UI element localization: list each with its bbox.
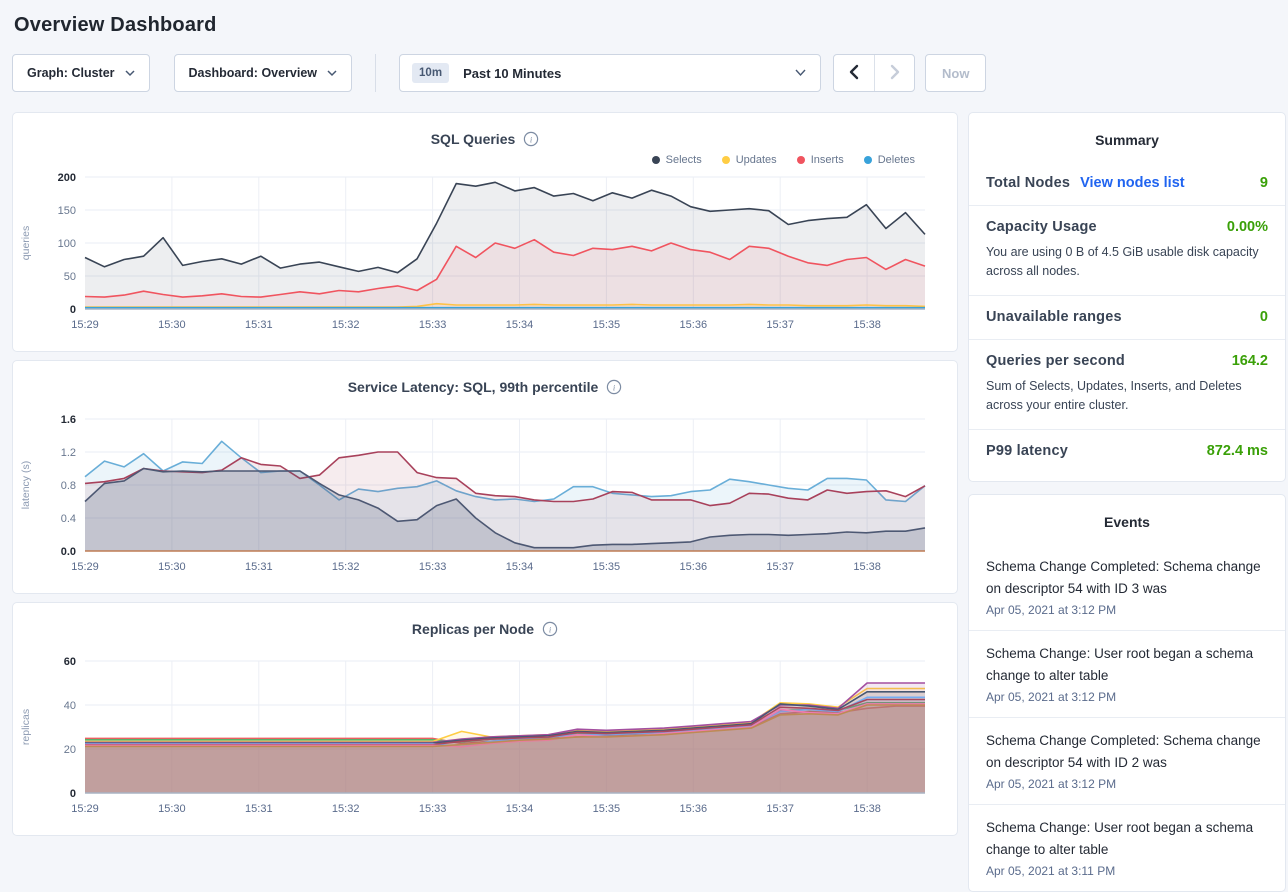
service-latency-chart-card bbox=[12, 360, 958, 594]
chevron-down-icon bbox=[795, 66, 806, 80]
replicas-per-node-chart-card bbox=[12, 602, 958, 836]
chart-title: Replicas per Node bbox=[411, 621, 535, 637]
chart-header bbox=[13, 377, 957, 397]
chevron-down-icon bbox=[125, 70, 135, 77]
legend-dot bbox=[797, 156, 805, 164]
svg-text:15:34: 15:34 bbox=[505, 319, 534, 331]
svg-text:0.4: 0.4 bbox=[60, 513, 76, 525]
svg-text:15:36: 15:36 bbox=[679, 803, 708, 815]
svg-text:15:37: 15:37 bbox=[766, 803, 794, 815]
sidebar bbox=[968, 112, 1286, 892]
svg-text:150: 150 bbox=[57, 205, 76, 217]
svg-text:15:29: 15:29 bbox=[71, 803, 99, 815]
time-range-selector[interactable] bbox=[399, 54, 821, 92]
svg-text:15:33: 15:33 bbox=[418, 319, 447, 331]
chart-title: SQL Queries bbox=[430, 131, 516, 147]
event-timestamp: Apr 05, 2021 at 3:12 PM bbox=[986, 603, 1117, 617]
info-icon[interactable] bbox=[542, 621, 558, 637]
svg-text:15:31: 15:31 bbox=[245, 561, 273, 573]
legend-item-deletes bbox=[864, 154, 915, 166]
svg-text:15:35: 15:35 bbox=[592, 803, 621, 815]
event-timestamp: Apr 05, 2021 at 3:11 PM bbox=[986, 864, 1116, 878]
svg-text:200: 200 bbox=[57, 172, 76, 184]
event-text: Schema Change Completed: Schema change on descriptor 54 with ID 3 was bbox=[986, 559, 1261, 596]
legend-dot bbox=[652, 156, 660, 164]
svg-text:15:35: 15:35 bbox=[592, 561, 621, 573]
legend-item-updates bbox=[722, 154, 777, 166]
legend-item-inserts bbox=[797, 154, 844, 166]
svg-text:15:34: 15:34 bbox=[505, 561, 534, 573]
summary-title: Summary bbox=[1095, 132, 1159, 148]
svg-text:15:31: 15:31 bbox=[245, 803, 273, 815]
svg-text:15:31: 15:31 bbox=[245, 319, 273, 331]
graph-selector-label: Graph: Cluster bbox=[27, 66, 115, 80]
summary-row-capacity-usage bbox=[969, 206, 1285, 296]
svg-text:15:32: 15:32 bbox=[331, 561, 360, 573]
legend-item-selects bbox=[652, 154, 702, 166]
time-range-badge: 10m bbox=[412, 63, 449, 83]
event-timestamp: Apr 05, 2021 at 3:12 PM bbox=[986, 690, 1117, 704]
svg-text:15:29: 15:29 bbox=[71, 561, 99, 573]
replicas-per-node-chart-plot[interactable] bbox=[13, 653, 955, 829]
controls-divider bbox=[375, 54, 376, 92]
summary-row-unavailable-ranges bbox=[969, 296, 1285, 340]
chevron-right-icon bbox=[890, 65, 900, 82]
svg-text:15:38: 15:38 bbox=[853, 803, 881, 815]
svg-text:i: i bbox=[613, 382, 616, 393]
svg-text:i: i bbox=[530, 134, 533, 145]
sql-queries-chart-plot[interactable] bbox=[13, 169, 955, 345]
chevron-down-icon bbox=[327, 70, 337, 77]
chart-legend bbox=[13, 151, 957, 169]
chart-header bbox=[13, 129, 957, 149]
svg-text:1.6: 1.6 bbox=[60, 414, 76, 426]
svg-text:40: 40 bbox=[63, 700, 76, 712]
svg-text:60: 60 bbox=[63, 656, 76, 668]
page-title: Overview Dashboard bbox=[14, 14, 217, 36]
graph-selector-dropdown[interactable] bbox=[12, 54, 150, 92]
info-icon[interactable] bbox=[523, 131, 539, 147]
event-text: Schema Change: User root began a schema change to alter table bbox=[986, 820, 1254, 857]
svg-text:0.8: 0.8 bbox=[60, 480, 76, 492]
svg-text:15:30: 15:30 bbox=[158, 803, 186, 815]
legend-label: Inserts bbox=[810, 154, 844, 166]
event-timestamp: Apr 05, 2021 at 3:12 PM bbox=[986, 777, 1117, 791]
chevron-left-icon bbox=[849, 65, 859, 82]
event-item bbox=[969, 631, 1285, 718]
svg-text:15:33: 15:33 bbox=[418, 561, 447, 573]
svg-text:0.0: 0.0 bbox=[60, 546, 76, 558]
legend-label: Selects bbox=[665, 154, 702, 166]
svg-text:15:34: 15:34 bbox=[505, 803, 534, 815]
svg-text:15:29: 15:29 bbox=[71, 319, 99, 331]
service-latency-chart-plot[interactable] bbox=[13, 411, 955, 587]
svg-text:15:35: 15:35 bbox=[592, 319, 621, 331]
events-title: Events bbox=[1104, 514, 1150, 530]
summary-label: Queries per second bbox=[986, 353, 1125, 369]
charts-column bbox=[12, 112, 958, 844]
svg-text:15:32: 15:32 bbox=[331, 319, 360, 331]
svg-text:15:38: 15:38 bbox=[853, 319, 881, 331]
view-nodes-list-link[interactable]: View nodes list bbox=[1080, 175, 1185, 191]
svg-text:queries: queries bbox=[20, 225, 32, 261]
svg-text:15:36: 15:36 bbox=[679, 561, 708, 573]
summary-label: Unavailable ranges bbox=[986, 309, 1122, 325]
svg-text:1.2: 1.2 bbox=[60, 447, 76, 459]
summary-card bbox=[968, 112, 1286, 482]
legend-dot bbox=[722, 156, 730, 164]
summary-description: You are using 0 B of 4.5 GiB usable disk capacity across all nodes. bbox=[986, 245, 1259, 278]
event-item bbox=[969, 805, 1285, 891]
event-item bbox=[969, 544, 1285, 631]
summary-value: 9 bbox=[1259, 175, 1268, 191]
summary-label: Capacity Usage bbox=[986, 219, 1097, 235]
event-text: Schema Change: User root began a schema change to alter table bbox=[986, 646, 1254, 683]
now-button[interactable]: Now bbox=[925, 54, 986, 92]
time-prev-button[interactable] bbox=[834, 55, 874, 91]
dashboard-controls bbox=[12, 54, 1276, 92]
event-item bbox=[969, 718, 1285, 805]
event-text: Schema Change Completed: Schema change on descriptor 54 with ID 2 was bbox=[986, 733, 1261, 770]
info-icon[interactable] bbox=[606, 379, 622, 395]
svg-text:latency (s): latency (s) bbox=[20, 460, 32, 510]
svg-text:100: 100 bbox=[57, 238, 76, 250]
svg-text:15:30: 15:30 bbox=[158, 561, 186, 573]
sql-queries-chart-card bbox=[12, 112, 958, 352]
dashboard-selector-label: Dashboard: Overview bbox=[188, 66, 318, 80]
summary-value: 0.00% bbox=[1226, 219, 1268, 235]
time-pager bbox=[833, 54, 915, 92]
chart-title: Service Latency: SQL, 99th percentile bbox=[347, 379, 599, 395]
events-card bbox=[968, 494, 1286, 892]
svg-text:i: i bbox=[548, 624, 552, 635]
legend-dot bbox=[864, 156, 872, 164]
summary-row-p99-latency bbox=[969, 430, 1285, 481]
main-content bbox=[12, 112, 1276, 892]
svg-text:15:36: 15:36 bbox=[679, 319, 708, 331]
summary-label: Total Nodes bbox=[986, 175, 1071, 191]
chart-header bbox=[13, 619, 957, 639]
legend-label: Deletes bbox=[877, 154, 915, 166]
time-next-button[interactable] bbox=[874, 55, 914, 91]
summary-value: 872.4 ms bbox=[1206, 443, 1268, 459]
svg-text:15:37: 15:37 bbox=[766, 561, 794, 573]
summary-label: P99 latency bbox=[986, 443, 1068, 459]
svg-text:0: 0 bbox=[69, 304, 76, 316]
svg-text:15:38: 15:38 bbox=[853, 561, 881, 573]
summary-description: Sum of Selects, Updates, Inserts, and Deletes across your entire cluster. bbox=[986, 379, 1242, 412]
summary-row-total-nodes bbox=[969, 162, 1285, 206]
svg-text:15:30: 15:30 bbox=[158, 319, 186, 331]
svg-text:replicas: replicas bbox=[20, 708, 32, 746]
svg-text:15:33: 15:33 bbox=[418, 803, 447, 815]
summary-row-queries-per-second bbox=[969, 340, 1285, 430]
svg-text:15:32: 15:32 bbox=[331, 803, 360, 815]
svg-text:15:37: 15:37 bbox=[766, 319, 794, 331]
svg-text:20: 20 bbox=[63, 744, 76, 756]
dashboard-selector-dropdown[interactable] bbox=[174, 54, 353, 92]
svg-text:50: 50 bbox=[63, 271, 76, 283]
summary-value: 0 bbox=[1259, 309, 1268, 325]
svg-text:0: 0 bbox=[69, 788, 76, 800]
legend-label: Updates bbox=[735, 154, 777, 166]
time-range-label: Past 10 Minutes bbox=[463, 65, 562, 81]
summary-value: 164.2 bbox=[1231, 353, 1268, 369]
